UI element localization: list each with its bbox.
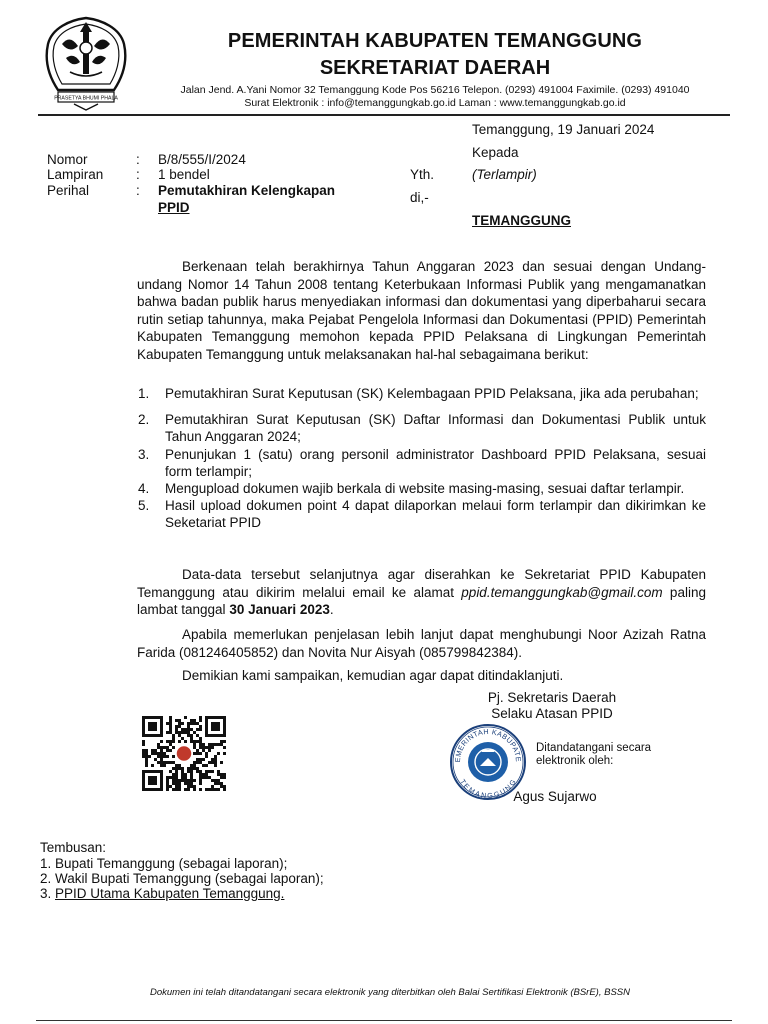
regency-logo — [40, 14, 132, 114]
signatory-role: Selaku Atasan PPID — [491, 706, 613, 721]
deadline-date: 30 Januari 2023 — [229, 602, 330, 618]
email-address: ppid.temanggungkab@gmail.com — [461, 584, 663, 600]
opening-paragraph: Berkenaan telah berakhirnya Tahun Anggaran 2023 dan sesuai dengan Undang-undang Nomor 14 Tahun 2008 tentang Keterbukaan Informasi Publik yang mengamanatkan bahwa badan publik harus menyediakan informasi dan dokumentasi yang diperbaharui secara rutin setiap tahunnya, maka Pejabat Pengelola Informasi dan Dokumentasi (PPID) Pemerintah Kabupaten Temanggung memohon kepada PPID Pelaksana di Lingkungan Pemerintah Kabupaten Temanggung untuk melaksanakan hal-hal sebagaimana berikut: — [137, 259, 706, 362]
logo-motto-text: PRASETYA BHUMI PHALA — [54, 95, 118, 102]
recipient-kepada: Kepada — [472, 145, 519, 160]
nomor-colon: : — [136, 152, 140, 167]
perihal-label: Perihal — [47, 183, 90, 198]
request-list — [138, 385, 706, 531]
qr-code — [142, 716, 228, 792]
signatory-title: Pj. Sekretaris Daerah — [487, 690, 617, 705]
tembusan-item-link[interactable]: PPID Utama Kabupaten Temanggung. — [55, 886, 285, 901]
esign-footer-note: Dokumen ini telah ditandatangani secara elektronik yang diterbitkan oleh Balai Sertifikasi Elektronik (BSrE), BSSN — [150, 987, 630, 998]
footer-divider — [36, 1020, 732, 1021]
recipient-yth: Yth. — [410, 167, 435, 182]
office-name: SEKRETARIAT DAERAH — [319, 57, 551, 79]
submission-paragraph: Data-data tersebut selanjutnya agar diserahkan ke Sekretariat PPID Kabupaten Temanggung atau dikirim melalui email ke alamat ppid.temanggungkab@gmail.com paling lambat tanggal 30 Januari 2023. — [137, 567, 706, 618]
perihal-colon: : — [136, 183, 140, 198]
stamp-text-top: EMERINTAH KABUPATE — [452, 726, 524, 763]
contact-paragraph: Apabila memerlukan penjelasan lebih lanjut dapat menghubungi Noor Azizah Ratna Farida (081246405852) dan Novita Nur Aisyah (085799842384). — [137, 627, 706, 660]
tembusan-item: 1. Bupati Temanggung (sebagai laporan); — [40, 856, 288, 871]
nomor-label: Nomor — [47, 152, 88, 167]
perihal-value-line1: Pemutakhiran Kelengkapan — [158, 183, 336, 198]
list-item: 5. Hasil upload dokumen point 4 dapat dilaporkan melaui form terlampir dan dikirimkan ke Seketariat PPID — [138, 498, 706, 530]
tembusan-item: 2. Wakil Bupati Temanggung (sebagai laporan); — [40, 871, 324, 886]
esign-note-line2: elektronik oleh: — [536, 755, 614, 767]
lampiran-value: 1 bendel — [158, 167, 210, 182]
list-item: 2. Pemutakhiran Surat Keputusan (SK) Daftar Informasi dan Dokumentasi Publik untuk Tahun Anggaran 2024; — [138, 412, 706, 444]
stamp-text-bottom: TEMANGGUNG — [458, 777, 518, 801]
list-item: 4. Mengupload dokumen wajib berkala di website masing-masing, sesuai daftar terlampir. — [138, 481, 685, 496]
lampiran-colon: : — [136, 167, 140, 182]
qr-center-logo — [176, 746, 192, 762]
list-item: 3. Penunjukan 1 (satu) orang personil administrator Dashboard PPID Pelaksana, sesuai form terlampir; — [138, 447, 706, 479]
recipient-name: (Terlampir) — [472, 167, 537, 182]
signatory-name: Agus Sujarwo — [513, 789, 597, 804]
esign-note-line1: Ditandatangani secara — [536, 742, 652, 754]
letter-date: Temanggung, 19 Januari 2024 — [472, 122, 655, 137]
office-contact: Surat Elektronik : info@temanggungkab.go.id Laman : www.temanggungkab.go.id — [244, 97, 626, 109]
tembusan-item: 3. PPID Utama Kabupaten Temanggung. — [40, 886, 285, 901]
recipient-di: di,- — [410, 190, 429, 205]
office-address: Jalan Jend. A.Yani Nomor 32 Temanggung Kode Pos 56216 Telepon. (0293) 491004 Faximile. (0293) 491040 — [180, 84, 690, 96]
list-item: 1. Pemutakhiran Surat Keputusan (SK) Kelembagaan PPID Pelaksana, jika ada perubahan; — [138, 386, 699, 401]
tembusan-title: Tembusan: — [40, 840, 107, 855]
government-name: PEMERINTAH KABUPATEN TEMANGGUNG — [227, 30, 643, 52]
closing-sentence: Demikian kami sampaikan, kemudian agar dapat ditindaklanjuti. — [182, 668, 564, 683]
lampiran-label: Lampiran — [47, 167, 104, 182]
recipient-place: TEMANGGUNG — [472, 213, 571, 228]
nomor-value: B/8/555/I/2024 — [158, 152, 246, 167]
perihal-value-line2: PPID — [158, 200, 190, 215]
letterhead-divider — [38, 114, 730, 116]
